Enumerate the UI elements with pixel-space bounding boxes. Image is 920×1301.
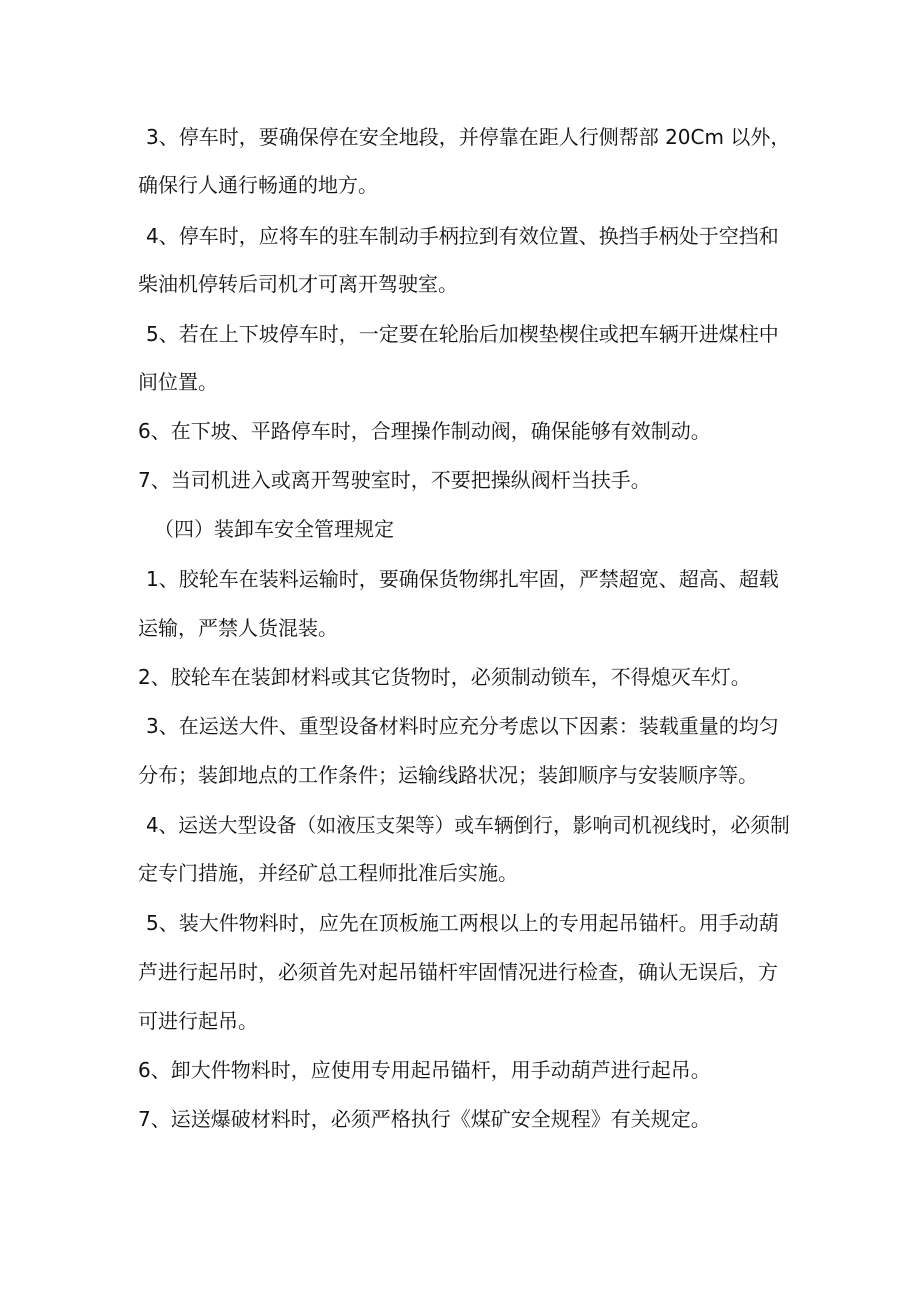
text-line: 3、在运送大件、重型设备材料时应充分考虑以下因素：装载重量的均匀 — [146, 714, 779, 738]
text-line: 芦进行起吊时，必须首先对起吊锚杆牢固情况进行检查，确认无误后，方 — [138, 960, 778, 984]
text-line: 4、运送大型设备（如液压支架等）或车辆倒行，影响司机视线时，必须制 — [146, 813, 790, 837]
text-line: 5、若在上下坡停车时，一定要在轮胎后加楔垫楔住或把车辆开进煤柱中 — [146, 322, 779, 346]
text-line: 2、胶轮车在装卸材料或其它货物时，必须制动锁车，不得熄灭车灯。 — [138, 665, 751, 689]
text-line: 3、停车时，要确保停在安全地段，并停靠在距人行侧帮部 20Cm 以外， — [146, 125, 791, 149]
text-line: 5、装大件物料时，应先在顶板施工两根以上的专用起吊锚杆。用手动葫 — [146, 911, 779, 935]
text-line: 确保行人通行畅通的地方。 — [138, 173, 378, 197]
text-line: 7、当司机进入或离开驾驶室时，不要把操纵阀杆当扶手。 — [138, 468, 651, 492]
text-line: 4、停车时，应将车的驻车制动手柄拉到有效位置、换挡手柄处于空挡和 — [146, 224, 779, 248]
text-line: 6、卸大件物料时，应使用专用起吊锚杆，用手动葫芦进行起吊。 — [138, 1058, 711, 1082]
text-line: 分布；装卸地点的工作条件；运输线路状况；装卸顺序与安装顺序等。 — [138, 763, 758, 787]
text-line: 间位置。 — [138, 370, 218, 394]
text-line: 定专门措施，并经矿总工程师批准后实施。 — [138, 861, 518, 885]
text-line: 柴油机停转后司机才可离开驾驶室。 — [138, 272, 458, 296]
section-heading: （四）装卸车安全管理规定 — [154, 517, 394, 541]
text-line: 6、在下坡、平路停车时，合理操作制动阀，确保能够有效制动。 — [138, 419, 711, 443]
text-line: 7、运送爆破材料时，必须严格执行《煤矿安全规程》有关规定。 — [138, 1107, 711, 1131]
text-line: 运输，严禁人货混装。 — [138, 616, 338, 640]
text-line: 1、胶轮车在装料运输时，要确保货物绑扎牢固，严禁超宽、超高、超载 — [146, 567, 779, 591]
text-line: 可进行起吊。 — [138, 1009, 258, 1033]
